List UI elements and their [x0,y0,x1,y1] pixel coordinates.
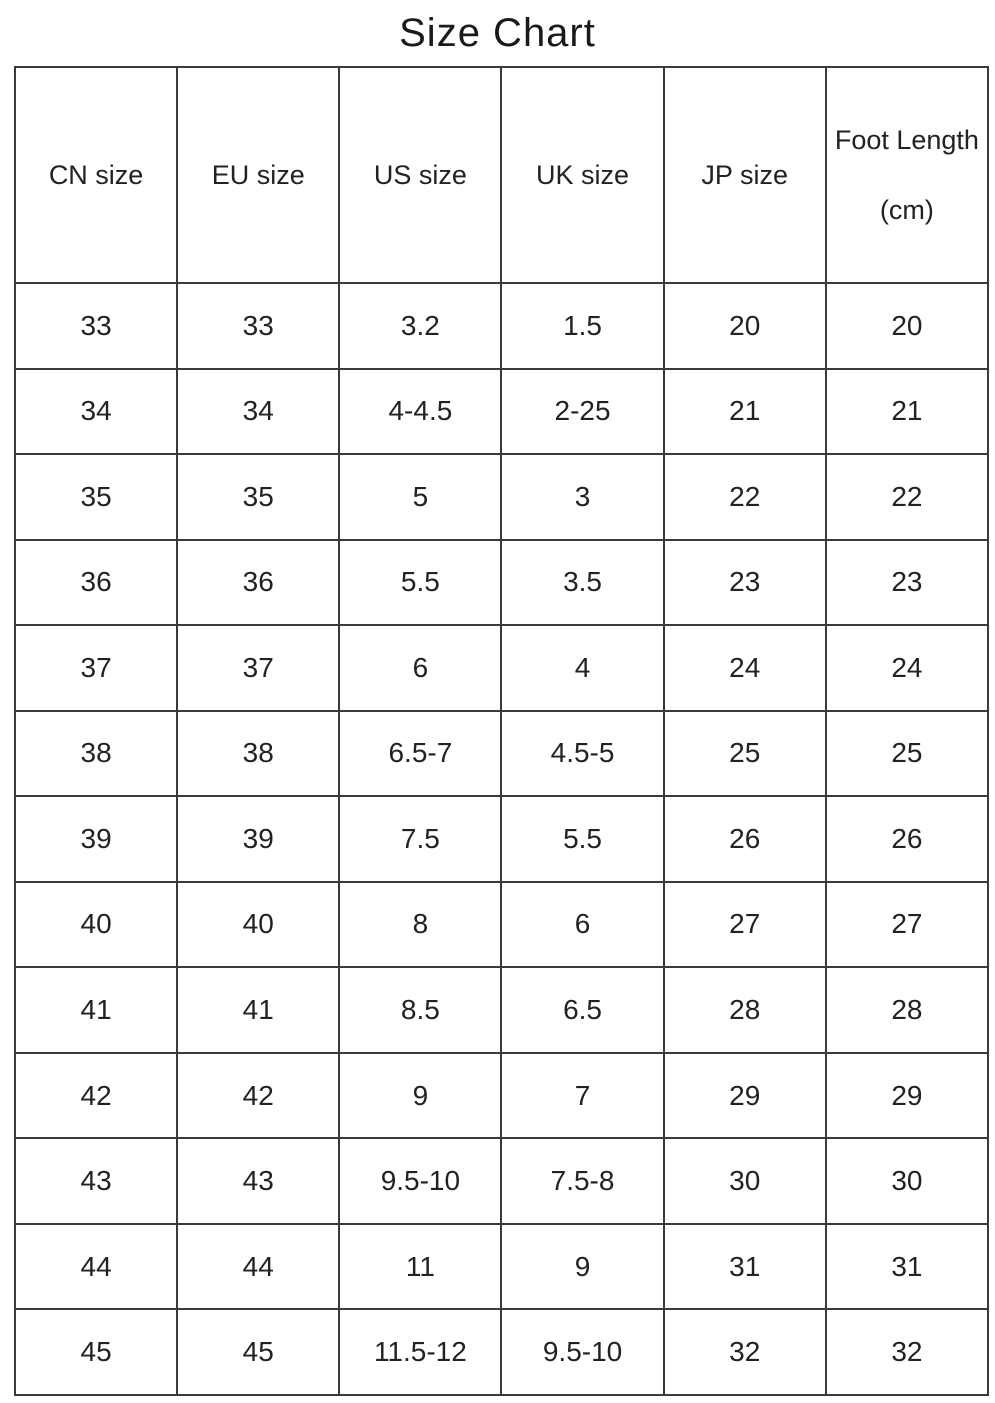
table-cell: 39 [177,796,339,882]
table-cell: 20 [664,283,826,369]
table-row [15,882,988,968]
header-cn-size [15,67,177,283]
table-row [15,540,988,626]
table-cell: 8 [339,882,501,968]
table-cell: 3 [501,454,663,540]
table-cell: 36 [15,540,177,626]
table-cell: 41 [15,967,177,1053]
table-cell: 23 [826,540,988,626]
table-cell: 9.5-10 [501,1309,663,1395]
table-cell: 40 [177,882,339,968]
table-cell: 33 [15,283,177,369]
table-cell: 26 [664,796,826,882]
table-cell: 27 [826,882,988,968]
table-cell: 9 [501,1224,663,1310]
table-cell: 24 [826,625,988,711]
table-header-row [15,67,988,283]
header-label: CN size [48,160,144,190]
table-cell: 35 [15,454,177,540]
table-cell: 45 [177,1309,339,1395]
table-cell: 42 [177,1053,339,1139]
table-cell: 30 [826,1138,988,1224]
table-cell: 7.5 [339,796,501,882]
table-cell: 38 [177,711,339,797]
table-cell: 43 [177,1138,339,1224]
table-cell: 9 [339,1053,501,1139]
table-cell: 34 [177,369,339,455]
table-cell: 33 [177,283,339,369]
table-cell: 29 [664,1053,826,1139]
table-cell: 21 [664,369,826,455]
table-row [15,796,988,882]
table-cell: 2-25 [501,369,663,455]
header-label: US size [373,160,467,190]
header-jp-size [664,67,826,283]
table-cell: 3.2 [339,283,501,369]
table-cell: 1.5 [501,283,663,369]
table-cell: 40 [15,882,177,968]
table-row [15,1224,988,1310]
table-cell: 6 [339,625,501,711]
table-cell: 37 [15,625,177,711]
page-title: Size Chart [399,11,596,55]
table-cell: 36 [177,540,339,626]
table-cell: 4-4.5 [339,369,501,455]
table-cell: 9.5-10 [339,1138,501,1224]
table-cell: 41 [177,967,339,1053]
table-cell: 7 [501,1053,663,1139]
table-cell: 44 [177,1224,339,1310]
table-cell: 39 [15,796,177,882]
table-cell: 38 [15,711,177,797]
table-cell: 8.5 [339,967,501,1053]
table-cell: 31 [664,1224,826,1310]
header-label: JP size [701,160,788,190]
table-cell: 31 [826,1224,988,1310]
table-cell: 24 [664,625,826,711]
table-row [15,283,988,369]
table-cell: 25 [664,711,826,797]
table-cell: 42 [15,1053,177,1139]
table-cell: 11 [339,1224,501,1310]
table-cell: 5.5 [501,796,663,882]
table-cell: 37 [177,625,339,711]
table-cell: 28 [664,967,826,1053]
table-row [15,1309,988,1395]
table-cell: 21 [826,369,988,455]
header-label: Foot Length(cm) [834,125,979,225]
table-cell: 26 [826,796,988,882]
table-cell: 4 [501,625,663,711]
header-uk-size [501,67,663,283]
table-cell: 35 [177,454,339,540]
table-cell: 6.5-7 [339,711,501,797]
header-eu-size [177,67,339,283]
table-cell: 22 [664,454,826,540]
table-cell: 5.5 [339,540,501,626]
table-cell: 20 [826,283,988,369]
table-cell: 6.5 [501,967,663,1053]
table-cell: 11.5-12 [339,1309,501,1395]
table-row [15,967,988,1053]
table-cell: 7.5-8 [501,1138,663,1224]
table-row [15,625,988,711]
table-row [15,454,988,540]
table-cell: 6 [501,882,663,968]
table-cell: 44 [15,1224,177,1310]
table-cell: 43 [15,1138,177,1224]
table-cell: 22 [826,454,988,540]
header-label: UK size [536,160,630,190]
table-cell: 45 [15,1309,177,1395]
table-cell: 25 [826,711,988,797]
table-cell: 27 [664,882,826,968]
table-cell: 32 [826,1309,988,1395]
table-cell: 30 [664,1138,826,1224]
table-row [15,369,988,455]
table-cell: 28 [826,967,988,1053]
table-row [15,1053,988,1139]
size-chart-table [14,66,989,1396]
table-cell: 3.5 [501,540,663,626]
table-cell: 34 [15,369,177,455]
table-cell: 4.5-5 [501,711,663,797]
table-cell: 29 [826,1053,988,1139]
header-label: EU size [211,160,305,190]
header-us-size [339,67,501,283]
table-row [15,1138,988,1224]
table-cell: 23 [664,540,826,626]
table-cell: 32 [664,1309,826,1395]
header-foot-length [826,67,988,283]
table-cell: 5 [339,454,501,540]
table-row [15,711,988,797]
